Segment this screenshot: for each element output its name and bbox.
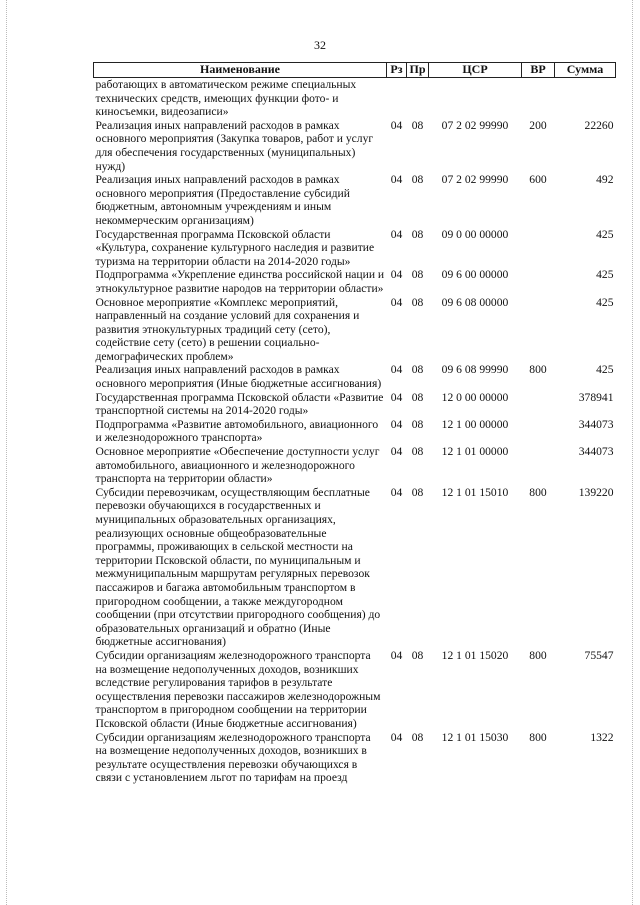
cell-rz: 04 [390,390,403,404]
cell-rz: 04 [390,363,403,377]
cell-rz: 04 [390,730,403,744]
table-row [94,228,616,269]
cell-vr [522,78,555,119]
cell-name: Субсидии организациям железнодорожного транспорта на возмещение недополученных доходов, возникших в результате осуществления перевозки обучающихся в связи с установлением льгот по тарифам на проезд [95,730,371,785]
cell-name: Основное мероприятие «Обеспечение доступности услуг автомобильного, авиационного и железнодорожного транспорта на территории области» [95,445,380,486]
cell-name: Субсидии организациям железнодорожного транспорта на возмещение недополученных доходов, возникших вследствие регулирования тарифов в результате осуществления перевозки пассажиров железнодорожным транспортом в пригородном сообщении на территории Псковской области (Иные бюджетные ассигнования) [95,648,381,730]
cell-name: Реализация иных направлений расходов в рамках основного мероприятия (Закупка товаров, работ и услуг для обеспечения государственных (муниципальных) нужд) [95,118,374,173]
cell-pr: 08 [411,445,424,459]
header-csr: ЦСР [429,63,522,78]
cell-csr [429,78,522,119]
table-row [94,268,616,295]
cell-rz: 04 [390,417,403,431]
header-row [94,63,616,78]
cell-vr [522,228,555,269]
cell-vr [522,445,555,486]
cell-vr: 800 [529,485,547,499]
cell-name: Подпрограмма «Развитие автомобильного, авиационного и железнодорожного транспорта» [95,417,379,445]
table-row [94,486,616,649]
cell-rz: 04 [390,648,403,662]
cell-pr: 08 [411,227,424,241]
table-row [94,418,616,445]
cell-rz [387,78,407,119]
cell-name: Реализация иных направлений расходов в рамках основного мероприятия (Предоставление субсидий бюджетным, автономным учреждениям и иным некоммерческим организациям) [95,173,350,227]
cell-pr: 08 [411,730,424,744]
cell-pr: 08 [411,295,424,309]
cell-name: Субсидии перевозчикам, осуществляющим бесплатные перевозки обучающихся в государственных и муниципальных образовательных организациях, реализующих основные общеобразовательные программы, проживающих в сельской местности на территории Псковской области, по муниципальным и межмуниципальным маршрутам регулярных перевозок пассажиров и багажа автомобильным транспортом в пригородном сообщении, а также междугородном сообщении (при отсутствии пригородного сообщения) до образовательных организаций и обратно (Иные бюджетные ассигнования) [95,485,381,649]
cell-csr: 09 0 00 00000 [441,227,509,241]
cell-vr [522,418,555,445]
cell-name: Государственная программа Псковской области «Развитие транспортной системы на 2014-2020 годы» [95,390,384,418]
cell-vr [522,391,555,418]
cell-rz: 04 [390,173,403,187]
budget-table [93,62,616,785]
header-sum: Сумма [555,63,616,78]
cell-sum: 139220 [578,485,614,499]
cell-rz: 04 [390,118,403,132]
cell-sum: 1322 [590,730,614,744]
cell-vr: 800 [529,730,547,744]
cell-pr: 08 [411,417,424,431]
table-body [94,78,616,785]
table-row [94,173,616,227]
cell-vr [522,296,555,364]
cell-rz: 04 [390,445,403,459]
cell-csr: 07 2 02 99990 [441,173,509,187]
cell-pr: 08 [411,173,424,187]
cell-sum: 425 [596,227,614,241]
cell-sum: 425 [596,295,614,309]
cell-vr: 600 [529,173,547,187]
scan-edge-right [632,0,634,905]
cell-sum: 425 [596,363,614,377]
cell-vr: 800 [529,363,547,377]
cell-sum [555,78,616,119]
cell-csr: 12 0 00 00000 [441,390,509,404]
cell-pr: 08 [411,268,424,282]
cell-vr [522,268,555,295]
cell-csr: 12 1 01 00000 [441,445,509,459]
table-row [94,296,616,364]
scan-edge-left [6,0,8,905]
cell-pr: 08 [411,390,424,404]
cell-csr: 07 2 02 99990 [441,118,509,132]
table-row [94,363,616,390]
cell-sum: 378941 [578,390,614,404]
cell-pr: 08 [411,485,424,499]
cell-csr: 09 6 08 00000 [441,295,509,309]
cell-name: Государственная программа Псковской области «Культура, сохранение культурного наследия и развитие туризма на территории области на 2014-2020 годы» [95,227,375,268]
cell-sum: 75547 [584,648,614,662]
cell-rz: 04 [390,227,403,241]
cell-sum: 22260 [584,118,614,132]
table-row [94,445,616,486]
cell-pr: 08 [411,363,424,377]
cell-vr: 800 [529,648,547,662]
cell-name: Подпрограмма «Укрепление единства российской нации и этнокультурное развитие народов на территории области» [95,268,385,295]
cell-pr: 08 [411,118,424,132]
cell-pr: 08 [411,648,424,662]
cell-csr: 12 1 01 15020 [441,648,509,662]
cell-sum: 492 [596,173,614,187]
cell-rz: 04 [390,268,403,282]
header-vr: ВР [522,63,555,78]
header-name: Наименование [94,63,387,78]
cell-name: Основное мероприятие «Комплекс мероприятий, направленный на создание условий для сохранения и развития этнокультурных традиций сету (сето), содействие сету (сето) в решении социально-демографических проблем» [95,295,360,363]
page-number: 32 [314,38,326,52]
cell-rz: 04 [390,485,403,499]
cell-csr: 09 6 08 99990 [441,363,509,377]
table-row [94,391,616,418]
cell-csr: 12 1 01 15030 [441,730,509,744]
cell-csr: 12 1 00 00000 [441,417,509,431]
cell-csr: 09 6 00 00000 [441,268,509,282]
cell-pr [407,78,429,119]
cell-sum: 425 [596,268,614,282]
cell-csr: 12 1 01 15010 [441,485,509,499]
cell-sum: 344073 [578,417,614,431]
table-row [94,649,616,731]
table-row [94,78,616,119]
cell-rz: 04 [390,295,403,309]
header-rz: Рз [387,63,407,78]
table-row [94,731,616,785]
table-row [94,119,616,173]
cell-sum: 344073 [578,445,614,459]
cell-name: Реализация иных направлений расходов в рамках основного мероприятия (Иные бюджетные ассигнования) [95,363,382,391]
cell-name: работающих в автоматическом режиме специальных технических средств, имеющих функции фото- и киносъемки, видеозаписи» [94,78,387,119]
header-pr: Пр [407,63,429,78]
cell-vr: 200 [529,118,547,132]
